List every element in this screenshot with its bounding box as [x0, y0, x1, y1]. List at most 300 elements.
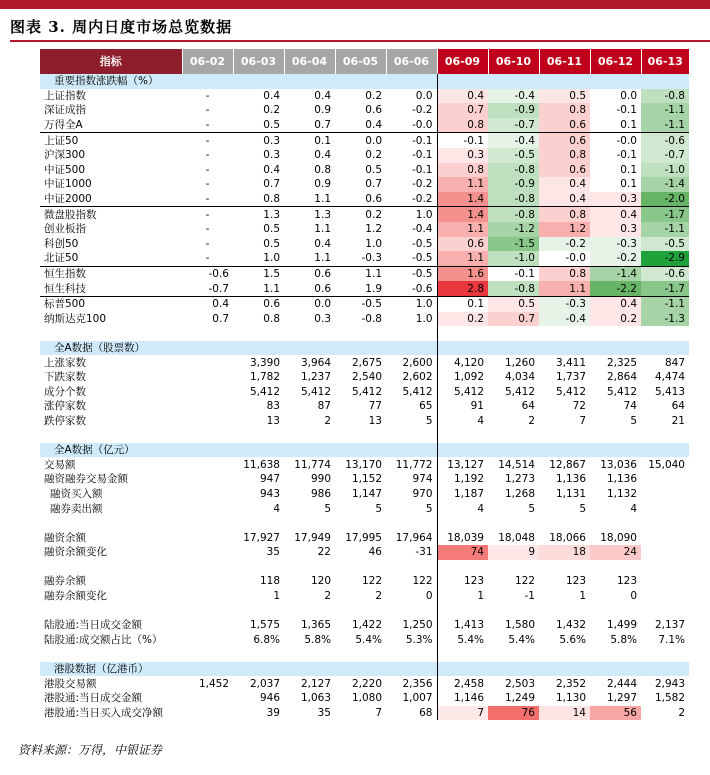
- spacer-cell: [437, 428, 488, 443]
- section-fill: [335, 341, 386, 356]
- value-cell: 9: [488, 545, 539, 560]
- value-cell: 4: [437, 414, 488, 429]
- value-cell: 986: [310, 487, 331, 500]
- value-cell: [182, 545, 233, 560]
- value-cell: 0.6: [539, 118, 590, 133]
- value-cell: 2,127: [300, 677, 331, 690]
- value-cell: -0.2: [412, 178, 433, 191]
- value-cell: 1,063: [300, 692, 331, 705]
- spacer-cell: [40, 326, 182, 341]
- row-label: 纳斯达克100: [44, 312, 107, 325]
- value-cell: 35: [317, 706, 331, 719]
- value-cell: -0.6: [412, 282, 433, 295]
- value-cell: 5: [375, 502, 382, 515]
- header-date: 06-02: [182, 49, 233, 74]
- row-label: 下跌家数: [44, 371, 86, 384]
- value-cell: 0.6: [314, 282, 331, 295]
- table-row: [40, 266, 689, 281]
- value-cell: 1: [579, 590, 586, 603]
- value-cell: 1,187: [437, 487, 488, 502]
- value-cell: [641, 574, 689, 589]
- value-cell: 122: [412, 575, 433, 588]
- value-cell: 39: [266, 706, 280, 719]
- section-fill: [590, 341, 641, 356]
- spacer-cell: [284, 603, 335, 618]
- row-label: 恒生科技: [44, 282, 86, 295]
- section-fill: [539, 662, 590, 677]
- section-fill: [488, 74, 539, 89]
- value-cell: 0.2: [335, 207, 386, 222]
- value-cell: 35: [266, 546, 280, 559]
- header-date: 06-03: [233, 49, 284, 74]
- table-row: [40, 163, 689, 178]
- table-row: [40, 222, 689, 237]
- spacer-cell: [488, 603, 539, 618]
- spacer-cell: [335, 603, 386, 618]
- value-cell: 970: [412, 487, 433, 500]
- value-cell: -0.8: [361, 312, 382, 325]
- value-cell: 1.3: [233, 207, 284, 222]
- table-row: [40, 384, 689, 399]
- row-label: 微盘股指数: [40, 207, 182, 222]
- value-cell: -2.0: [641, 192, 689, 207]
- value-cell: 5: [630, 414, 637, 427]
- value-cell: -0.4: [539, 312, 590, 327]
- value-cell: 2,602: [402, 371, 433, 384]
- value-cell: 77: [368, 400, 382, 413]
- value-cell: 0.4: [539, 192, 590, 207]
- value-cell: 0.4: [182, 296, 233, 311]
- value-cell: 21: [671, 414, 685, 427]
- value-cell: -0.9: [488, 103, 539, 118]
- value-cell: -0.1: [590, 103, 641, 118]
- value-cell: 974: [412, 473, 433, 486]
- header-date: 06-09: [437, 49, 488, 74]
- value-cell: 11,774: [294, 458, 331, 471]
- value-cell: -1.1: [641, 296, 689, 311]
- value-cell: 0.2: [365, 149, 382, 162]
- table-row: [40, 574, 689, 589]
- value-cell: 0: [425, 590, 433, 603]
- value-cell: 5.3%: [405, 633, 433, 646]
- value-cell: 64: [521, 400, 535, 413]
- value-cell: 1.1: [437, 177, 488, 192]
- market-overview-table: [40, 49, 689, 720]
- section-fill: [386, 341, 437, 356]
- value-cell: 5,412: [555, 385, 586, 398]
- spacer-cell: [233, 428, 284, 443]
- value-cell: [182, 706, 233, 721]
- value-cell: -0.8: [641, 89, 689, 104]
- value-cell: 4,034: [504, 371, 535, 384]
- value-cell: 947: [259, 473, 280, 486]
- value-cell: -0.7: [488, 118, 539, 133]
- value-cell: 14: [539, 706, 590, 721]
- value-cell: 0.8: [314, 163, 331, 176]
- value-cell: 1.1: [437, 251, 488, 266]
- value-cell: 1,130: [555, 692, 586, 705]
- value-cell: 11,638: [243, 458, 280, 471]
- value-cell: 24: [590, 545, 641, 560]
- value-cell: 3,411: [555, 356, 586, 369]
- row-label: 北证50: [44, 252, 79, 265]
- value-cell: 0.3: [263, 149, 280, 162]
- value-cell: 0.6: [365, 104, 382, 117]
- row-label: 交易额: [44, 458, 76, 471]
- section-header-row: [40, 74, 689, 89]
- value-cell: [182, 574, 233, 589]
- table-row: [40, 177, 689, 192]
- value-cell: 946: [259, 692, 280, 705]
- spacer-cell: [488, 560, 539, 575]
- spacer-cell: [437, 516, 488, 531]
- spacer-cell: [335, 326, 386, 341]
- row-label: 万得全A: [44, 119, 83, 132]
- value-cell: 5: [324, 502, 331, 515]
- value-cell: 5,412: [300, 385, 331, 398]
- value-cell: 1,273: [504, 473, 535, 486]
- value-cell: 123: [565, 575, 586, 588]
- value-cell: 0.4: [590, 207, 641, 222]
- table-row: [40, 487, 689, 502]
- spacer-row: [40, 326, 689, 341]
- value-cell: 0.4: [263, 89, 280, 102]
- value-cell: -0.8: [488, 207, 539, 222]
- value-cell: 5: [579, 502, 586, 515]
- value-cell: 5,412: [606, 385, 637, 398]
- value-cell: -0.7: [208, 282, 229, 295]
- value-cell: -0.8: [488, 163, 539, 178]
- value-cell: 17,964: [395, 531, 433, 544]
- value-cell: [182, 501, 233, 516]
- section-title: 全A数据（亿元）: [40, 443, 182, 458]
- value-cell: 56: [590, 706, 641, 721]
- table-row: [40, 133, 689, 148]
- value-cell: 0.3: [233, 133, 284, 148]
- value-cell: [182, 414, 233, 429]
- value-cell: 1,237: [300, 371, 331, 384]
- value-cell: [182, 487, 233, 502]
- spacer-cell: [437, 326, 488, 341]
- spacer-cell: [233, 603, 284, 618]
- value-cell: [641, 487, 689, 502]
- value-cell: 0.8: [539, 148, 590, 163]
- header-date: 06-04: [284, 49, 335, 74]
- table-row: [40, 589, 689, 604]
- section-fill: [233, 662, 284, 677]
- value-cell: -: [205, 89, 210, 102]
- spacer-cell: [386, 647, 437, 662]
- spacer-cell: [284, 326, 335, 341]
- value-cell: -0.4: [488, 133, 539, 148]
- section-fill: [284, 662, 335, 677]
- value-cell: 74: [437, 545, 488, 560]
- row-label: 上证指数: [44, 89, 86, 102]
- table-row: [40, 296, 689, 311]
- value-cell: -2.9: [641, 251, 689, 266]
- value-cell: 17,949: [294, 531, 331, 544]
- spacer-cell: [284, 516, 335, 531]
- table-row: [40, 355, 689, 370]
- header-date: 06-11: [539, 49, 590, 74]
- value-cell: 2.8: [437, 281, 488, 296]
- spacer-cell: [488, 326, 539, 341]
- value-cell: -1.4: [590, 266, 641, 281]
- value-cell: -: [205, 178, 210, 191]
- value-cell: 943: [259, 487, 280, 500]
- spacer-cell: [590, 560, 641, 575]
- value-cell: 0.5: [263, 119, 280, 132]
- value-cell: 1,432: [555, 619, 586, 632]
- value-cell: 5: [425, 502, 433, 515]
- value-cell: 1.6: [437, 266, 488, 281]
- table-row: [40, 618, 689, 633]
- value-cell: 1.1: [314, 223, 331, 236]
- value-cell: 2,037: [249, 677, 280, 690]
- value-cell: 2: [641, 706, 689, 721]
- row-label: 中证1000: [44, 178, 92, 191]
- value-cell: 120: [310, 575, 331, 588]
- value-cell: 13,127: [437, 457, 488, 472]
- value-cell: 18: [539, 545, 590, 560]
- spacer-cell: [335, 516, 386, 531]
- row-label: 标普500: [40, 296, 182, 311]
- row-label: 融券余额: [44, 575, 86, 588]
- value-cell: -0.5: [335, 296, 386, 311]
- spacer-cell: [539, 647, 590, 662]
- value-cell: 18,039: [437, 530, 488, 545]
- table-row: [40, 676, 689, 691]
- value-cell: 1,782: [249, 371, 280, 384]
- section-fill: [590, 74, 641, 89]
- value-cell: 83: [266, 400, 280, 413]
- spacer-row: [40, 647, 689, 662]
- value-cell: 0.3: [314, 312, 331, 325]
- section-fill: [284, 443, 335, 458]
- value-cell: 1,147: [351, 487, 382, 500]
- value-cell: 2,220: [351, 677, 382, 690]
- value-cell: [641, 472, 689, 487]
- row-label: 沪深300: [44, 149, 86, 162]
- section-fill: [539, 443, 590, 458]
- value-cell: 5,412: [504, 385, 535, 398]
- spacer-cell: [488, 647, 539, 662]
- value-cell: [182, 530, 233, 545]
- spacer-row: [40, 603, 689, 618]
- value-cell: -0.6: [182, 266, 233, 281]
- spacer-cell: [437, 603, 488, 618]
- value-cell: 118: [259, 575, 280, 588]
- row-label: 上涨家数: [44, 356, 86, 369]
- table-row: [40, 691, 689, 706]
- value-cell: 1,250: [402, 619, 433, 632]
- value-cell: -0.1: [437, 133, 488, 148]
- value-cell: -0.6: [641, 133, 689, 148]
- value-cell: 0: [630, 590, 637, 603]
- value-cell: 4,120: [437, 355, 488, 370]
- value-cell: 0.1: [590, 118, 641, 133]
- value-cell: -0.1: [386, 133, 437, 148]
- value-cell: 0.5: [365, 163, 382, 176]
- value-cell: 2,600: [402, 356, 433, 369]
- table-row: [40, 281, 689, 296]
- value-cell: -: [205, 104, 210, 117]
- value-cell: 1.4: [437, 192, 488, 207]
- value-cell: -: [182, 207, 233, 222]
- value-cell: 0.8: [437, 118, 488, 133]
- value-cell: -0.0: [412, 119, 433, 132]
- value-cell: 2: [324, 590, 331, 603]
- value-cell: 0.6: [233, 296, 284, 311]
- table-row: [40, 148, 689, 163]
- row-label: 科创50: [44, 237, 79, 250]
- value-cell: 1.0: [386, 296, 437, 311]
- header-date: 06-10: [488, 49, 539, 74]
- spacer-cell: [539, 603, 590, 618]
- value-cell: [182, 355, 233, 370]
- spacer-cell: [386, 326, 437, 341]
- value-cell: 1.2: [365, 223, 382, 236]
- value-cell: 0.7: [488, 312, 539, 327]
- section-header-row: [40, 443, 689, 458]
- value-cell: -1: [524, 590, 535, 603]
- spacer-cell: [590, 516, 641, 531]
- spacer-cell: [386, 603, 437, 618]
- row-label: 港股交易额: [44, 677, 97, 690]
- value-cell: -0.0: [539, 251, 590, 266]
- value-cell: 1,146: [437, 691, 488, 706]
- section-header-row: [40, 341, 689, 356]
- value-cell: -0.6: [641, 266, 689, 281]
- value-cell: -: [205, 193, 210, 206]
- value-cell: 0.0: [590, 89, 641, 104]
- section-title: 重要指数涨跌幅（%）: [40, 74, 182, 89]
- spacer-cell: [641, 603, 689, 618]
- section-fill: [182, 74, 233, 89]
- value-cell: 6.8%: [253, 633, 280, 646]
- value-cell: 0.1: [590, 177, 641, 192]
- value-cell: 1.3: [284, 207, 335, 222]
- value-cell: [182, 370, 233, 385]
- section-fill: [590, 662, 641, 677]
- table-row: [40, 633, 689, 648]
- spacer-cell: [590, 428, 641, 443]
- row-label: 融券卖出额: [50, 502, 103, 515]
- spacer-cell: [386, 516, 437, 531]
- section-fill: [488, 341, 539, 356]
- table-row: [40, 237, 689, 252]
- value-cell: 76: [488, 706, 539, 721]
- table-row: [40, 118, 689, 133]
- spacer-cell: [437, 560, 488, 575]
- value-cell: 87: [317, 400, 331, 413]
- value-cell: 46: [368, 546, 382, 559]
- spacer-cell: [641, 560, 689, 575]
- value-cell: -0.8: [488, 281, 539, 296]
- value-cell: 0.8: [437, 163, 488, 178]
- spacer-cell: [40, 560, 182, 575]
- row-label: 涨停家数: [44, 400, 86, 413]
- row-label: 创业板指: [44, 223, 86, 236]
- value-cell: -0.2: [412, 193, 433, 206]
- value-cell: -1.7: [641, 281, 689, 296]
- section-fill: [284, 341, 335, 356]
- value-cell: 0.6: [437, 237, 488, 252]
- value-cell: -0.4: [488, 89, 539, 104]
- value-cell: [182, 472, 233, 487]
- value-cell: 2: [528, 414, 535, 427]
- value-cell: 0.3: [590, 192, 641, 207]
- table-row: [40, 706, 689, 721]
- value-cell: 0.4: [437, 89, 488, 104]
- value-cell: -: [205, 149, 210, 162]
- section-fill: [539, 74, 590, 89]
- value-cell: 1,575: [249, 619, 280, 632]
- value-cell: 2,540: [351, 371, 382, 384]
- value-cell: -0.1: [412, 149, 433, 162]
- value-cell: 1.5: [233, 266, 284, 281]
- value-cell: 1,152: [351, 473, 382, 486]
- value-cell: -1.0: [641, 163, 689, 178]
- value-cell: 1: [273, 590, 280, 603]
- value-cell: [641, 501, 689, 516]
- value-cell: 12,867: [549, 458, 586, 471]
- value-cell: 7: [375, 706, 382, 719]
- value-cell: 122: [514, 575, 535, 588]
- value-cell: -: [205, 163, 210, 176]
- spacer-cell: [335, 560, 386, 575]
- value-cell: 1,260: [504, 356, 535, 369]
- spacer-row: [40, 560, 689, 575]
- title-divider: [10, 40, 710, 42]
- spacer-cell: [641, 428, 689, 443]
- row-label: 融资买入额: [50, 487, 103, 500]
- spacer-cell: [386, 560, 437, 575]
- spacer-cell: [182, 560, 233, 575]
- section-fill: [590, 443, 641, 458]
- value-cell: 0.0: [415, 89, 433, 102]
- value-cell: 0.4: [314, 149, 331, 162]
- table-row: [40, 530, 689, 545]
- value-cell: -1.1: [641, 118, 689, 133]
- value-cell: 1.1: [263, 282, 280, 295]
- value-cell: 13,170: [345, 458, 382, 471]
- value-cell: 1.4: [437, 207, 488, 222]
- spacer-cell: [590, 603, 641, 618]
- value-cell: -1.5: [488, 237, 539, 252]
- row-label: 成分个数: [44, 385, 86, 398]
- section-fill: [233, 443, 284, 458]
- header-date: 06-06: [386, 49, 437, 74]
- value-cell: 1,297: [606, 692, 637, 705]
- value-cell: 0.4: [314, 89, 331, 102]
- section-fill: [641, 662, 689, 677]
- value-cell: [182, 399, 233, 414]
- table-row: [40, 501, 689, 516]
- value-cell: 3,390: [249, 356, 280, 369]
- table-row: [40, 472, 689, 487]
- value-cell: 0.7: [365, 178, 382, 191]
- value-cell: 7: [579, 414, 586, 427]
- value-cell: 0.3: [590, 222, 641, 237]
- value-cell: 1,249: [504, 692, 535, 705]
- value-cell: 0.7: [437, 103, 488, 118]
- spacer-cell: [335, 428, 386, 443]
- value-cell: 0.6: [365, 193, 382, 206]
- value-cell: 1.1: [539, 281, 590, 296]
- section-fill: [386, 74, 437, 89]
- value-cell: -0.3: [539, 296, 590, 311]
